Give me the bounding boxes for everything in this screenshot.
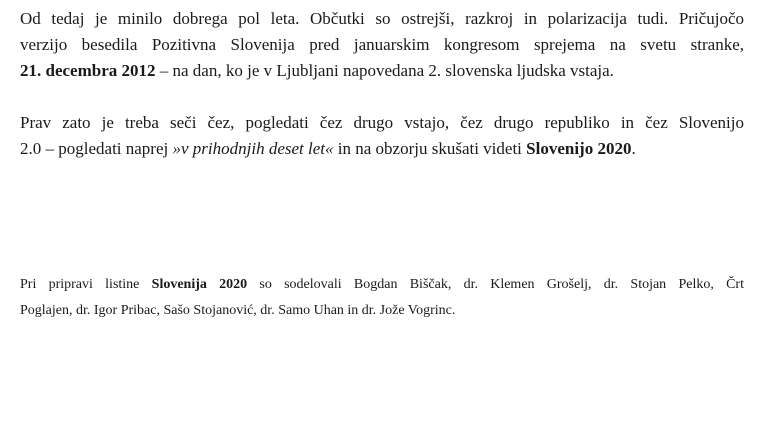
slovenia-2020-bold: Slovenijo 2020 bbox=[526, 139, 632, 158]
paragraph-text: – na dan, ko je v Ljubljani napovedana 2. slovenska ljudska vstaja. bbox=[155, 61, 614, 80]
credits-paragraph bbox=[20, 272, 744, 324]
credits-text: Pri pripravi listine bbox=[20, 277, 152, 292]
paragraph-line: verzijo besedila Pozitivna Slovenija pred januarskim kongresom sprejema na svetu stranke, bbox=[20, 35, 744, 54]
paragraph-line bbox=[20, 58, 744, 84]
date-bold: 21. decembra 2012 bbox=[20, 61, 156, 80]
paragraph-line: Od tedaj je minilo dobrega pol leta. Občutki so ostrejši, razkroj in polarizacija tudi. Pričujočo bbox=[20, 9, 744, 28]
slovenia-2020-bold: Slovenija 2020 bbox=[151, 277, 248, 292]
paragraph-text: 2.0 – pogledati naprej bbox=[20, 139, 173, 158]
paragraph-text: in na obzorju skušati videti bbox=[333, 139, 527, 158]
credits-line bbox=[20, 272, 744, 298]
paragraph-vision bbox=[20, 110, 744, 162]
quote-italic: »v prihodnjih deset let« bbox=[172, 139, 334, 158]
credits-text: so sodelovali Bogdan Biščak, dr. Klemen Grošelj, dr. Stojan Pelko, Črt bbox=[247, 277, 744, 292]
paragraph-text: . bbox=[631, 139, 636, 158]
paragraph-line bbox=[20, 136, 744, 162]
paragraph-line: Prav zato je treba seči čez, pogledati čez drugo vstajo, čez drugo republiko in čez Slovenijo bbox=[20, 113, 744, 132]
credits-line: Poglajen, dr. Igor Pribac, Sašo Stojanović, dr. Samo Uhan in dr. Jože Vogrinc. bbox=[20, 303, 456, 318]
paragraph-context bbox=[20, 6, 744, 84]
